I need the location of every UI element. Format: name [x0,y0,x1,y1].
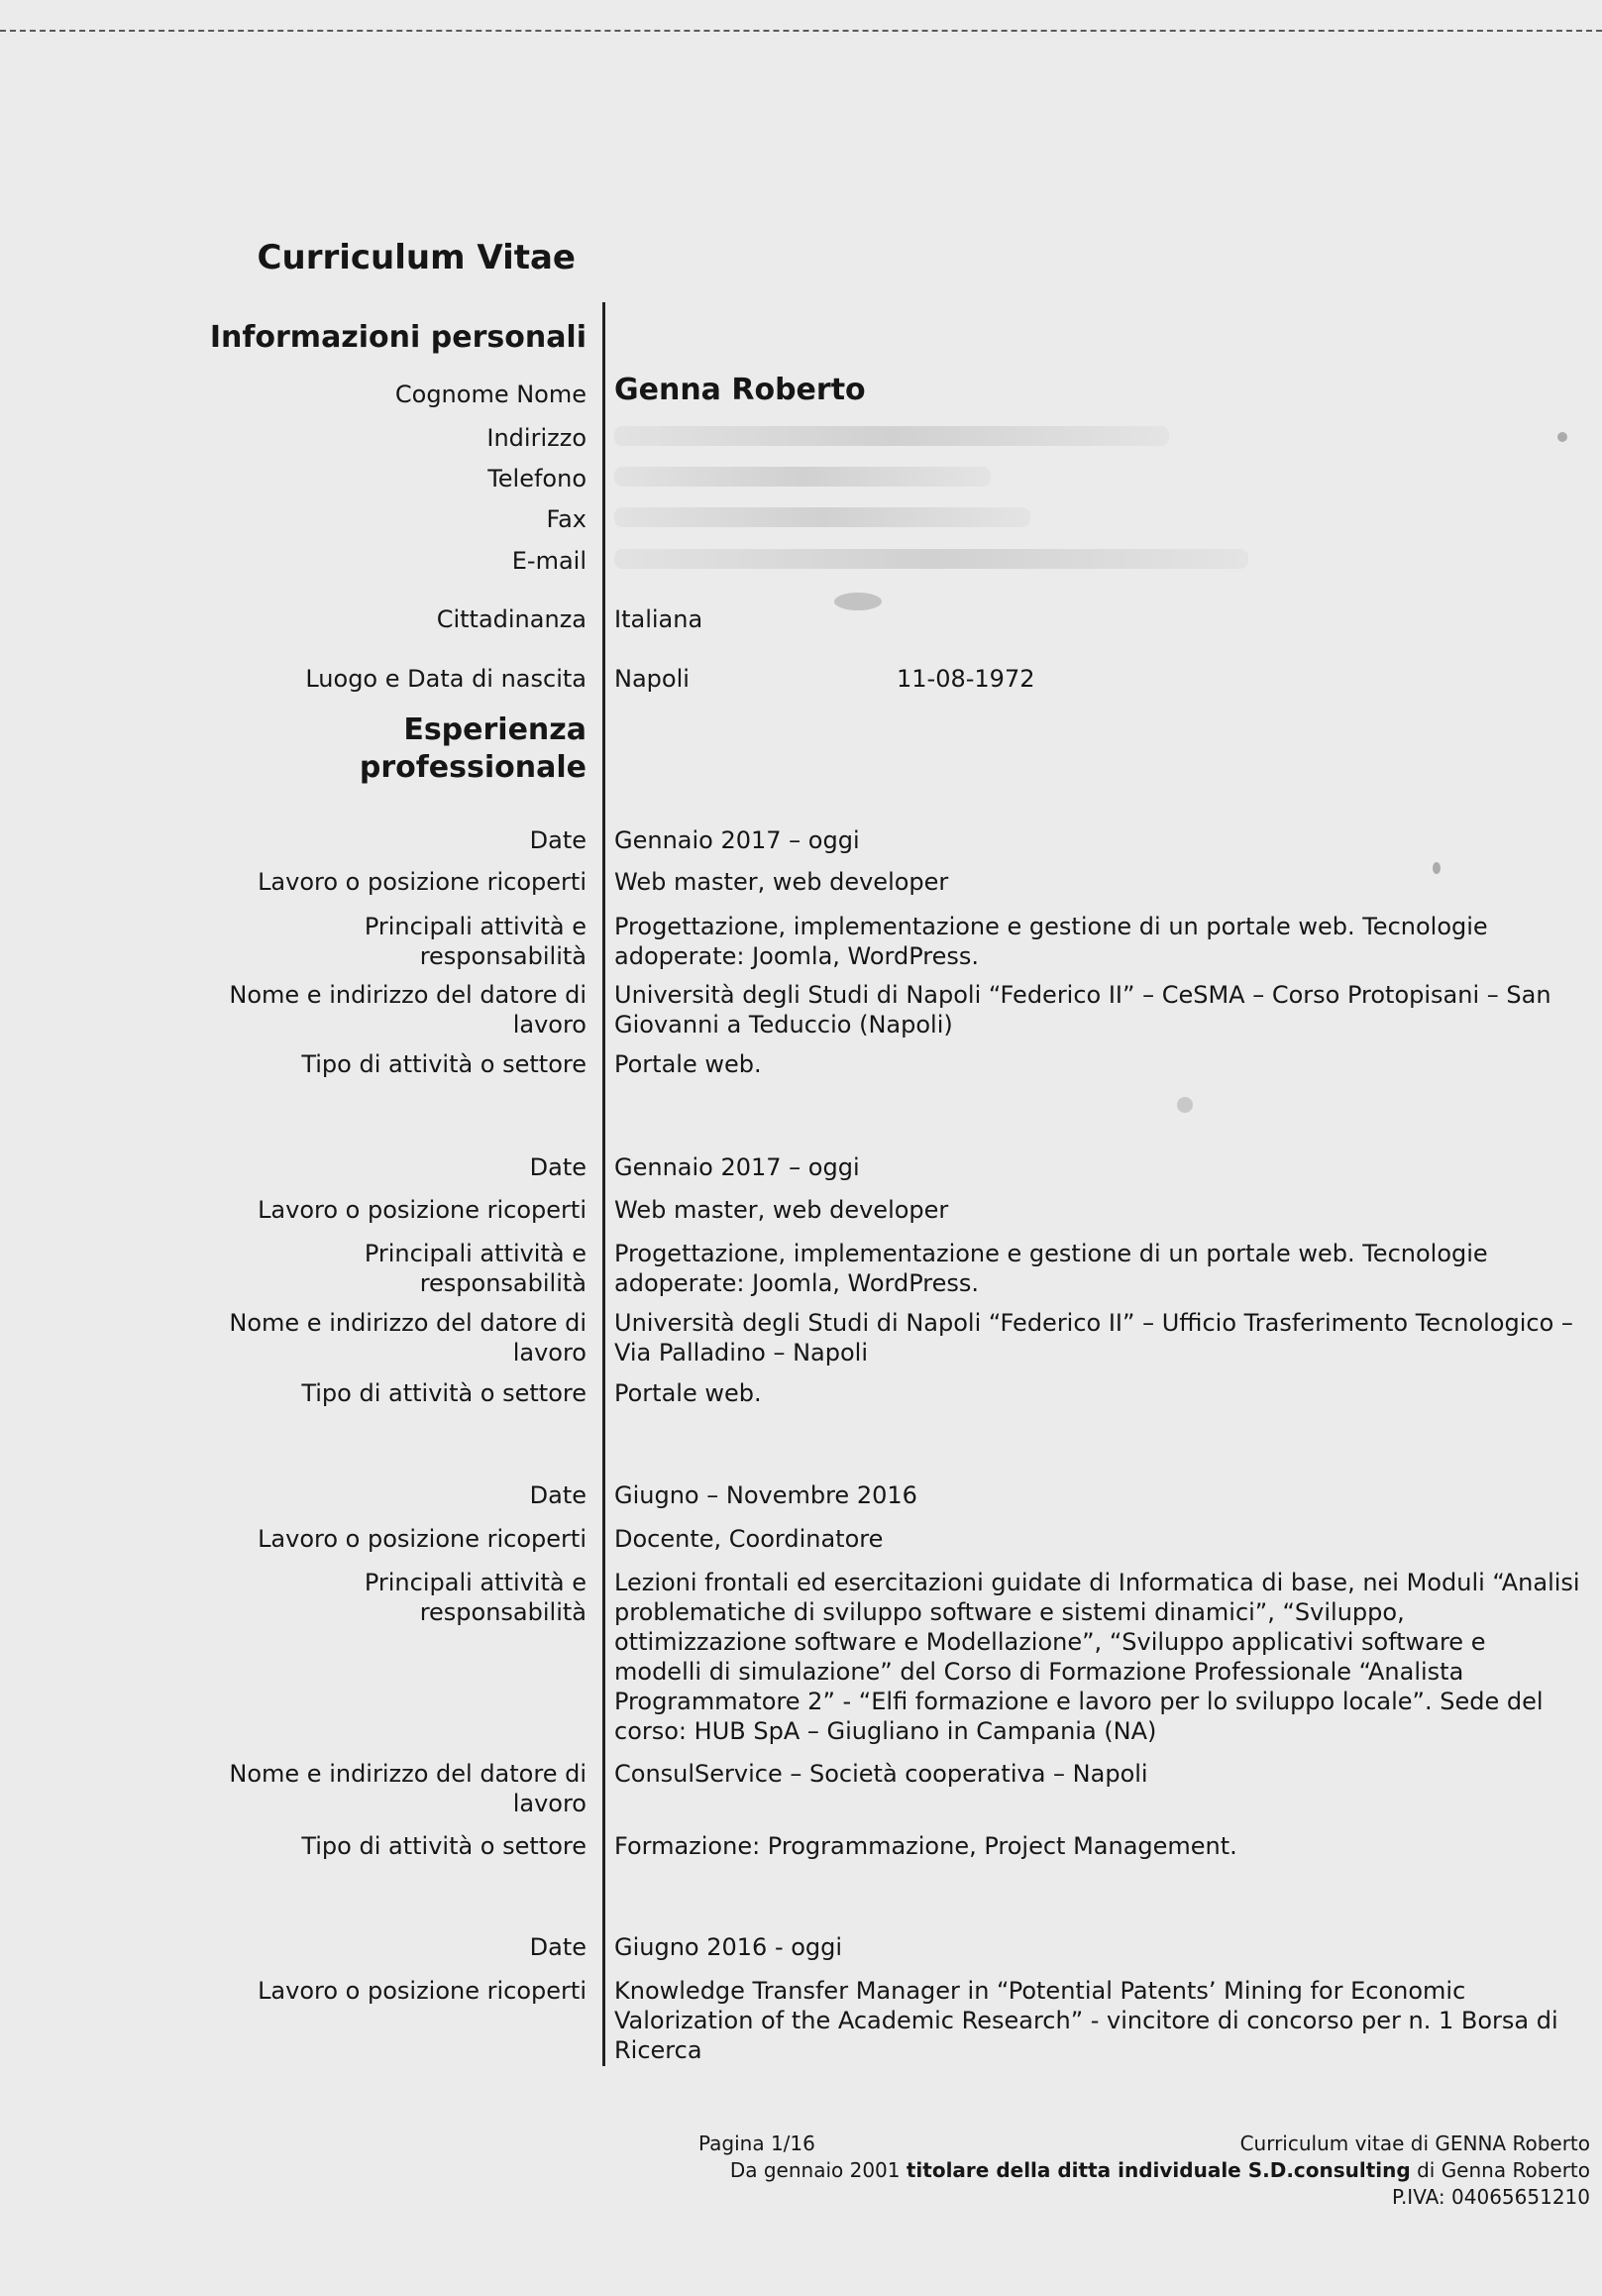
field-label: Lavoro o posizione ricoperti [258,1525,587,1553]
field-label-line: lavoro [512,1011,587,1039]
field-value: Giugno 2016 - oggi [614,1933,843,1961]
birth-place: Napoli [614,665,690,693]
field-value: Portale web. [614,1050,762,1078]
field-value: Italiana [614,605,703,633]
field-label-line: responsabilità [419,1269,587,1297]
field-label: Tipo di attività o settore [301,1832,587,1860]
field-value: Formazione: Programmazione, Project Management. [614,1832,1237,1860]
field-value: Progettazione, implementazione e gestione di un portale web. Tecnologie adoperate: Joomla, WordPress. [614,1240,1488,1297]
field-label: Lavoro o posizione ricoperti [258,1977,587,2005]
field-value: Web master, web developer [614,868,949,896]
footer-since: Da gennaio 2001 [729,2158,901,2182]
field-label-line: Principali attività e [364,1569,587,1596]
page-footer [599,2131,1590,2211]
scan-speck [1557,432,1567,442]
personal-info-heading: Informazioni personali [209,320,587,355]
experience-heading-line1: Esperienza [403,712,587,747]
field-value: Knowledge Transfer Manager in “Potential Patents’ Mining for Economic Valorization of the Academic Research” - vincitore di concorso per n. 1 Borsa di Ricerca [614,1977,1558,2064]
email-value-redacted [614,546,1580,576]
field-value: Gennaio 2017 – oggi [614,1153,860,1181]
field-label: Cognome Nome [394,381,587,408]
field-label: Telefono [487,465,587,492]
field-label: Lavoro o posizione ricoperti [258,1196,587,1224]
field-value: Università degli Studi di Napoli “Federico II” – Ufficio Trasferimento Tecnologico – Via Palladino – Napoli [614,1309,1573,1367]
field-value: ConsulService – Società cooperativa – Napoli [614,1760,1148,1788]
field-label: Date [529,1481,587,1509]
field-label-line: Nome e indirizzo del datore di [229,981,587,1009]
page-number: Pagina 1/16 [698,2132,815,2155]
field-value: Portale web. [614,1379,762,1407]
field-label: Fax [546,505,587,533]
field-label-line: responsabilità [419,942,587,970]
field-label: Tipo di attività o settore [301,1379,587,1407]
scan-smudge [834,593,882,610]
field-label-line: Nome e indirizzo del datore di [229,1760,587,1788]
birth-date: 11-08-1972 [897,665,1035,693]
field-label: Luogo e Data di nascita [305,665,587,693]
field-value: Progettazione, implementazione e gestione di un portale web. Tecnologie adoperate: Joomla, WordPress. [614,913,1488,970]
field-label: Date [529,1933,587,1961]
column-divider [602,302,605,2066]
fax-value-redacted [614,504,1580,534]
phone-value-redacted [614,464,1580,493]
field-label: Date [529,826,587,854]
field-label [151,1308,587,1367]
scan-top-edge [0,30,1602,32]
field-value: Gennaio 2017 – oggi [614,826,860,854]
experience-heading [360,711,587,787]
field-label-line: Principali attività e [364,1240,587,1267]
scan-speck [1433,862,1441,874]
field-label: Cittadinanza [436,605,587,633]
field-value: Giugno – Novembre 2016 [614,1481,917,1509]
field-label: Tipo di attività o settore [301,1050,587,1078]
field-value: Lezioni frontali ed esercitazioni guidate di Informatica di base, nei Moduli “Analisi problematiche di sviluppo software e sistemi dinamici”, “Sviluppo, ottimizzazione software e Modellazione”, “Sviluppo applicativi software e modelli di simulazione” del Corso di Formazione Professionale “Analista Programmatore 2” - “Elfi formazione e lavoro per lo sviluppo locale”. Sede del corso: HUB SpA – Giugliano in Campania (NA) [614,1569,1580,1745]
field-label [151,912,587,971]
field-label [151,980,587,1039]
field-label: Lavoro o posizione ricoperti [258,868,587,896]
field-label [151,1239,587,1298]
field-label-line: lavoro [512,1339,587,1367]
field-label: E-mail [511,547,587,575]
field-label-line: Principali attività e [364,913,587,940]
full-name: Genna Roberto [614,373,866,407]
field-label-line: responsabilità [419,1598,587,1626]
field-label [151,1759,587,1818]
footer-vat: P.IVA: 04065651210 [1392,2185,1590,2209]
experience-heading-line2: professionale [359,750,587,785]
scan-speck [1177,1097,1193,1113]
field-label [151,1568,587,1627]
footer-owner: di Genna Roberto [1417,2158,1590,2182]
field-value: Università degli Studi di Napoli “Federico II” – CeSMA – Corso Protopisani – San Giovanni a Teduccio (Napoli) [614,981,1551,1039]
document-title: Curriculum Vitae [257,238,576,277]
footer-cv-owner: Curriculum vitae di GENNA Roberto [1239,2132,1590,2155]
field-label: Date [529,1153,587,1181]
field-value: Web master, web developer [614,1196,949,1224]
field-value: Docente, Coordinatore [614,1525,884,1553]
field-label-line: lavoro [512,1790,587,1817]
address-value-redacted [614,423,1580,453]
field-label: Indirizzo [486,424,587,452]
field-label-line: Nome e indirizzo del datore di [229,1309,587,1337]
footer-company: titolare della ditta individuale S.D.consulting [906,2158,1411,2182]
footer-company-line [599,2157,1590,2184]
